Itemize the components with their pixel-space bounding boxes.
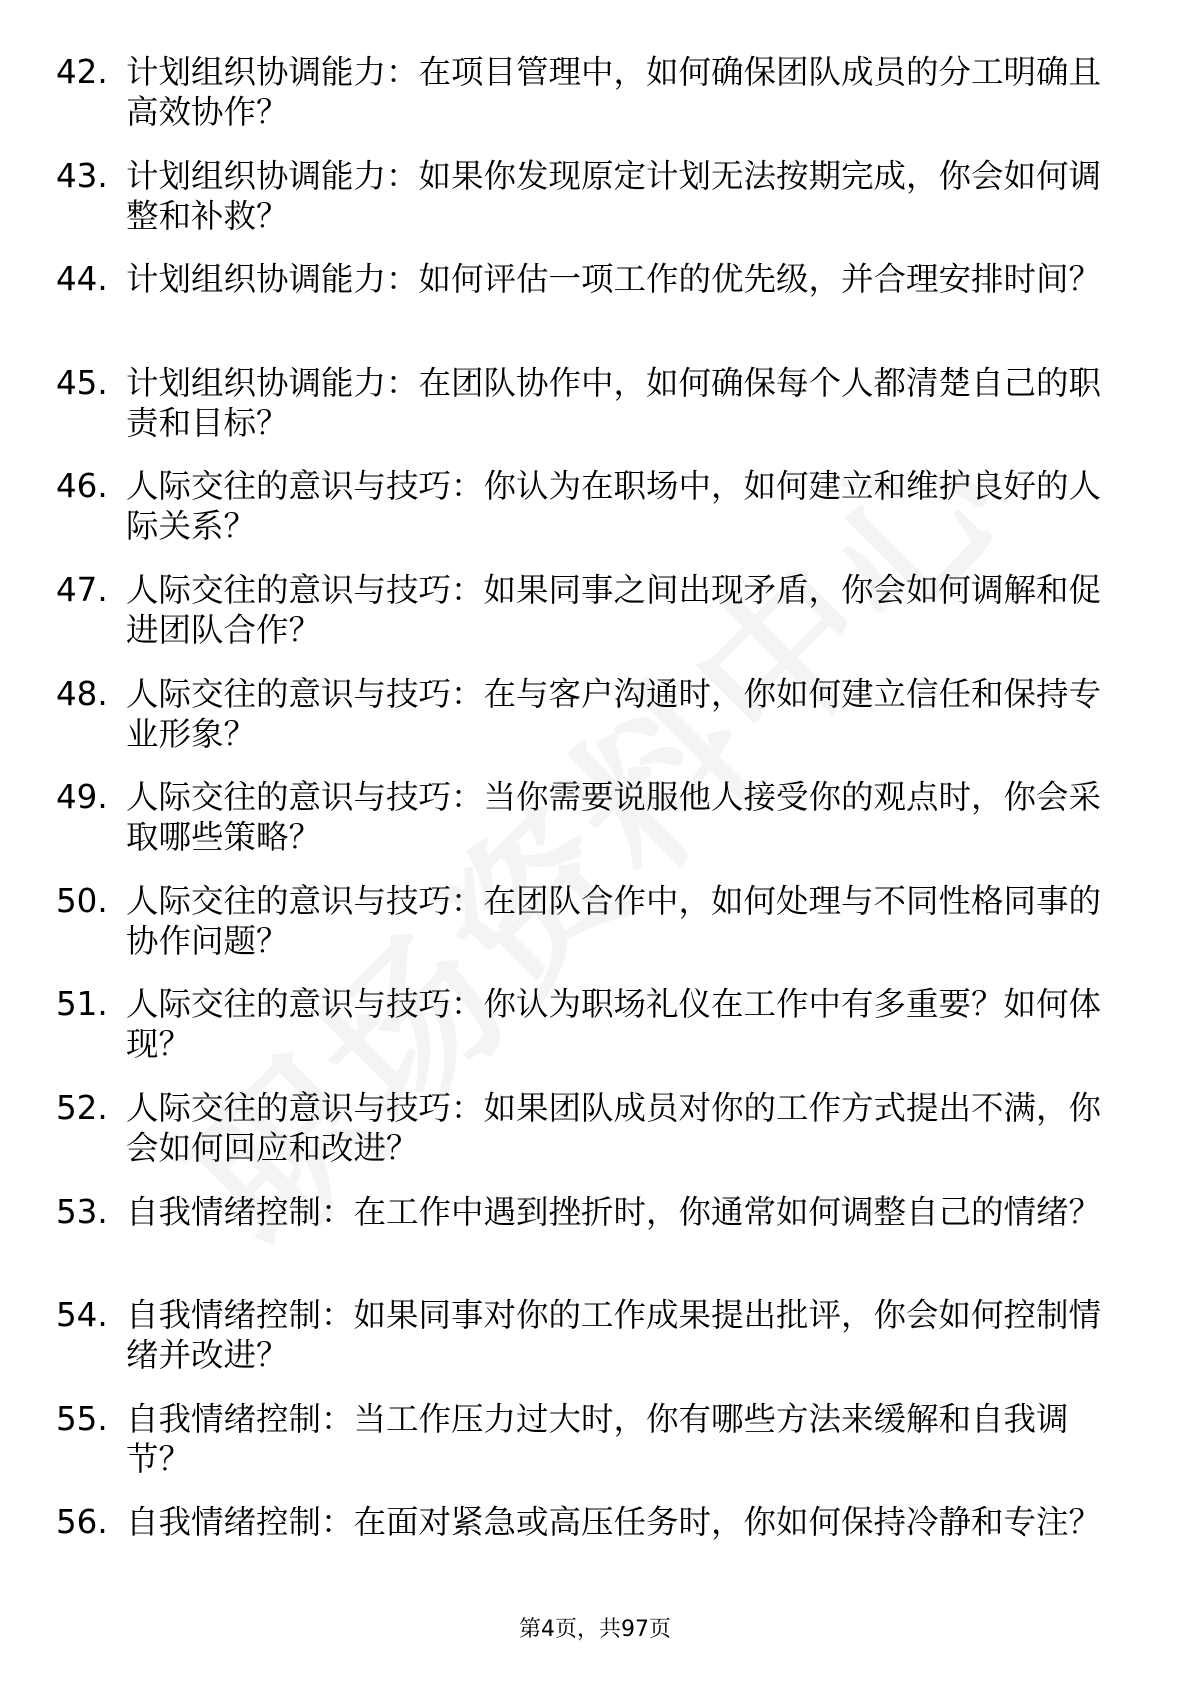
question-text: 自我情绪控制：在工作中遇到挫折时，你通常如何调整自己的情绪？ — [126, 1192, 1102, 1231]
question-text: 人际交往的意识与技巧：当你需要说服他人接受你的观点时，你会采取哪些策略？ — [126, 778, 1102, 857]
question-number: 42. — [56, 53, 108, 91]
question-number: 49. — [56, 778, 108, 817]
question-number: 46. — [56, 467, 108, 506]
question-text: 计划组织协调能力：如果你发现原定计划无法按期完成，你会如何调整和补救？ — [126, 156, 1102, 235]
question-item — [56, 52, 1136, 156]
question-item — [56, 1399, 1136, 1503]
question-number: 52. — [56, 1088, 108, 1127]
question-list — [56, 52, 1136, 1606]
question-item — [56, 1502, 1136, 1606]
page-number-label: 第4页，共97页 — [519, 1617, 671, 1642]
question-text: 计划组织协调能力：在团队协作中，如何确保每个人都清楚自己的职责和目标？ — [126, 363, 1102, 442]
question-text: 人际交往的意识与技巧：你认为在职场中，如何建立和维护良好的人际关系？ — [126, 467, 1102, 546]
question-item — [56, 570, 1136, 674]
question-number: 55. — [56, 1399, 108, 1438]
question-text: 计划组织协调能力：在项目管理中，如何确保团队成员的分工明确且高效协作？ — [126, 53, 1102, 131]
question-number: 43. — [56, 156, 108, 195]
question-text: 计划组织协调能力：如何评估一项工作的优先级，并合理安排时间？ — [126, 260, 1102, 299]
question-text: 人际交往的意识与技巧：在与客户沟通时，你如何建立信任和保持专业形象？ — [126, 674, 1102, 753]
question-number: 50. — [56, 881, 108, 920]
question-number: 47. — [56, 570, 108, 609]
question-number: 45. — [56, 363, 108, 402]
question-number: 44. — [56, 260, 108, 299]
question-item — [56, 259, 1136, 363]
question-item — [56, 466, 1136, 570]
question-number: 51. — [56, 985, 108, 1024]
question-text: 人际交往的意识与技巧：如果团队成员对你的工作方式提出不满，你会如何回应和改进？ — [126, 1088, 1102, 1167]
question-text: 人际交往的意识与技巧：在团队合作中，如何处理与不同性格同事的协作问题？ — [126, 881, 1102, 960]
question-item — [56, 156, 1136, 260]
question-item — [56, 674, 1136, 778]
question-text: 人际交往的意识与技巧：如果同事之间出现矛盾，你会如何调解和促进团队合作？ — [126, 570, 1102, 649]
question-number: 56. — [56, 1503, 108, 1542]
question-text: 人际交往的意识与技巧：你认为职场礼仪在工作中有多重要？如何体现？ — [126, 985, 1102, 1064]
question-number: 54. — [56, 1296, 108, 1335]
page-footer — [0, 1616, 1190, 1644]
question-text: 自我情绪控制：如果同事对你的工作成果提出批评，你会如何控制情绪并改进？ — [126, 1296, 1102, 1375]
question-item — [56, 1192, 1136, 1296]
question-item — [56, 984, 1136, 1088]
question-item — [56, 363, 1136, 467]
question-text: 自我情绪控制：当工作压力过大时，你有哪些方法来缓解和自我调节？ — [126, 1399, 1069, 1478]
question-number: 53. — [56, 1192, 108, 1231]
question-item — [56, 1088, 1136, 1192]
question-number: 48. — [56, 674, 108, 713]
question-item — [56, 881, 1136, 985]
question-item — [56, 1295, 1136, 1399]
question-text: 自我情绪控制：在面对紧急或高压任务时，你如何保持冷静和专注？ — [126, 1503, 1102, 1542]
question-item — [56, 777, 1136, 881]
